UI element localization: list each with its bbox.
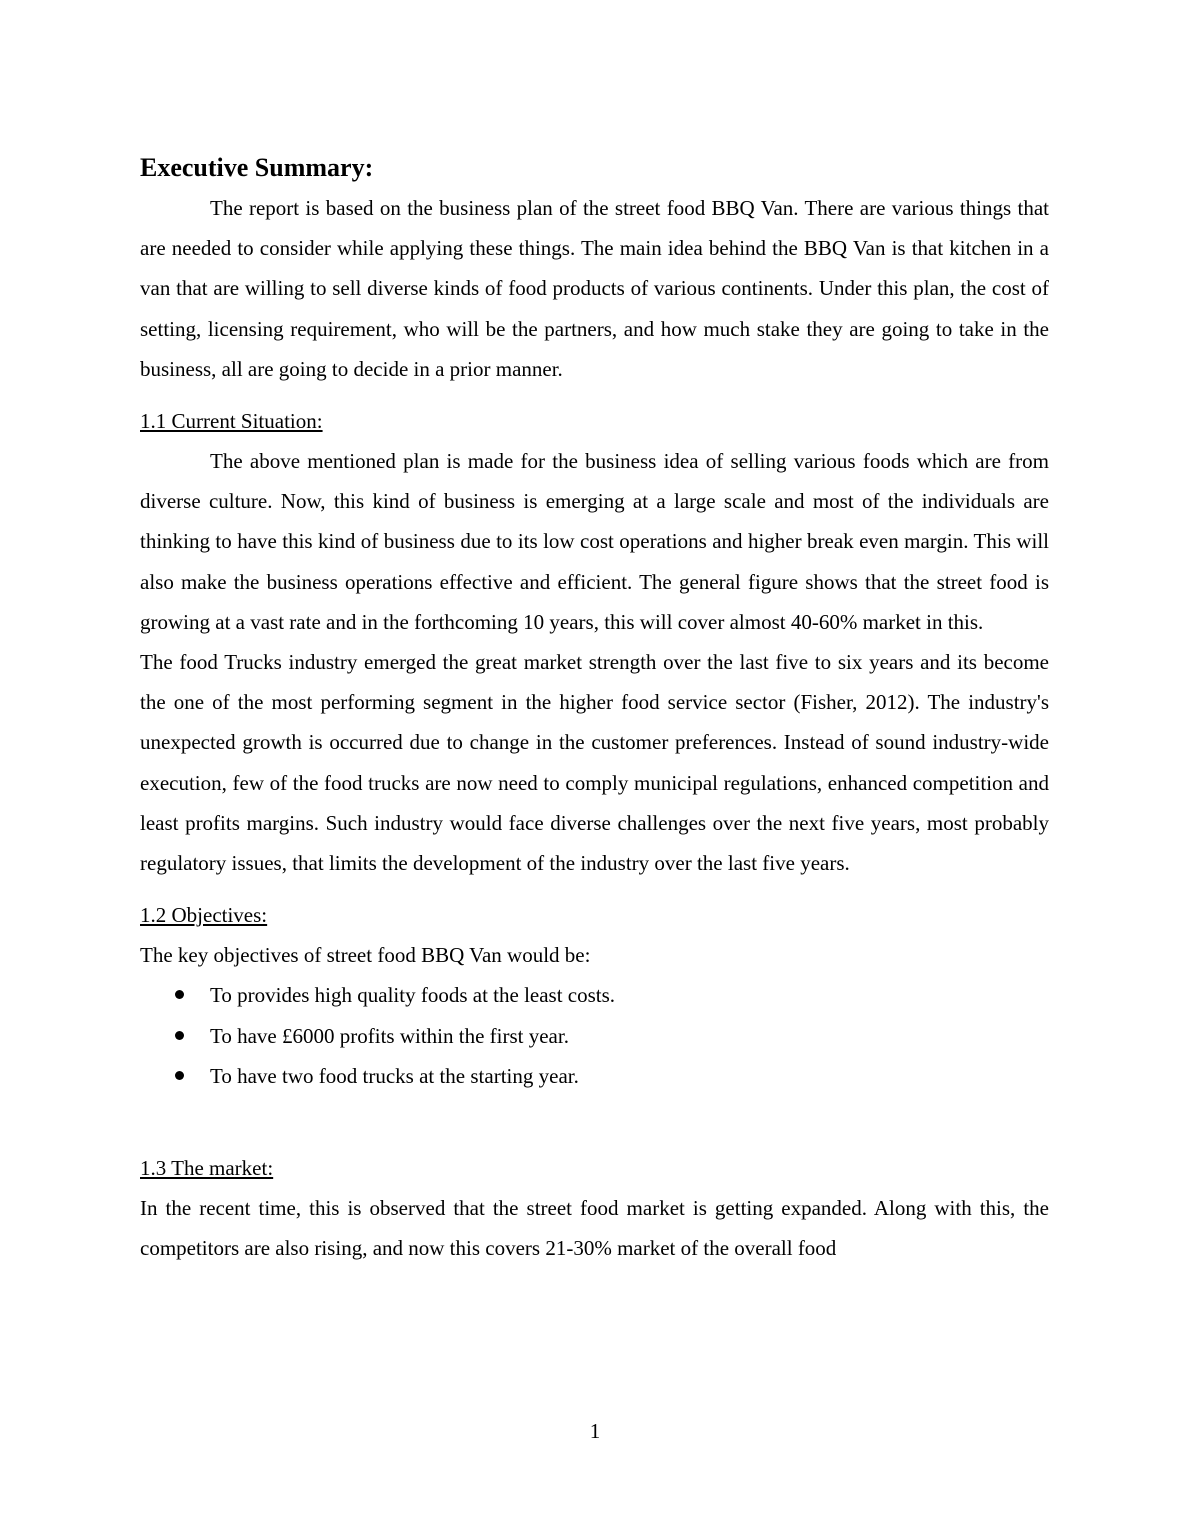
objective-text: To have two food trucks at the starting year. (210, 1063, 579, 1088)
bullet-icon (175, 990, 184, 999)
objective-text: To have £6000 profits within the first year. (210, 1023, 569, 1048)
objectives-intro: The key objectives of street food BBQ Van would be: (140, 943, 591, 968)
bullet-icon (175, 1071, 184, 1080)
list-item (140, 1016, 1049, 1056)
objectives-list (140, 975, 1049, 1096)
page-title: Executive Summary: (140, 153, 374, 182)
current-situation-paragraph-1: The above mentioned plan is made for the business idea of selling various foods which are from diverse culture. Now, this kind of business is emerging at a large scale and most of the individuals are thinking to have this kind of business due to its low cost operations and higher break even margin. This will also make the business operations effective and efficient. The general figure shows that the street food is growing at a vast rate and in the forthcoming 10 years, this will cover almost 40-60% market in this. (140, 449, 1049, 634)
objective-text: To provides high quality foods at the least costs. (210, 983, 616, 1008)
page-number: 1 (589, 1419, 601, 1443)
page-content (140, 148, 1049, 1268)
section-heading-current-situation: 1.1 Current Situation: (140, 409, 323, 434)
bullet-icon (175, 1031, 184, 1040)
section-heading-market: 1.3 The market: (140, 1156, 274, 1181)
market-paragraph: In the recent time, this is observed that the street food market is getting expanded. Along with this, the competitors are also rising, and now this covers 21-30% market of the overall food (140, 1196, 1049, 1261)
list-item (140, 975, 1049, 1015)
summary-paragraph: The report is based on the business plan of the street food BBQ Van. There are various things that are needed to consider while applying these things. The main idea behind the BBQ Van is that kitchen in a van that are willing to sell diverse kinds of food products of various continents. Under this plan, the cost of setting, licensing requirement, who will be the partners, and how much stake they are going to take in the business, all are going to decide in a prior manner. (140, 196, 1049, 381)
list-item (140, 1056, 1049, 1096)
section-heading-objectives: 1.2 Objectives: (140, 903, 268, 928)
current-situation-paragraph-2: The food Trucks industry emerged the great market strength over the last five to six years and its become the one of the most performing segment in the higher food service sector (Fisher, 2012). The industry's unexpected growth is occurred due to change in the customer preferences. Instead of sound industry-wide execution, few of the food trucks are now need to comply municipal regulations, enhanced competition and least profits margins. Such industry would face diverse challenges over the next five years, most probably regulatory issues, that limits the development of the industry over the last five years. (140, 650, 1049, 876)
blank-line (140, 1096, 1049, 1148)
